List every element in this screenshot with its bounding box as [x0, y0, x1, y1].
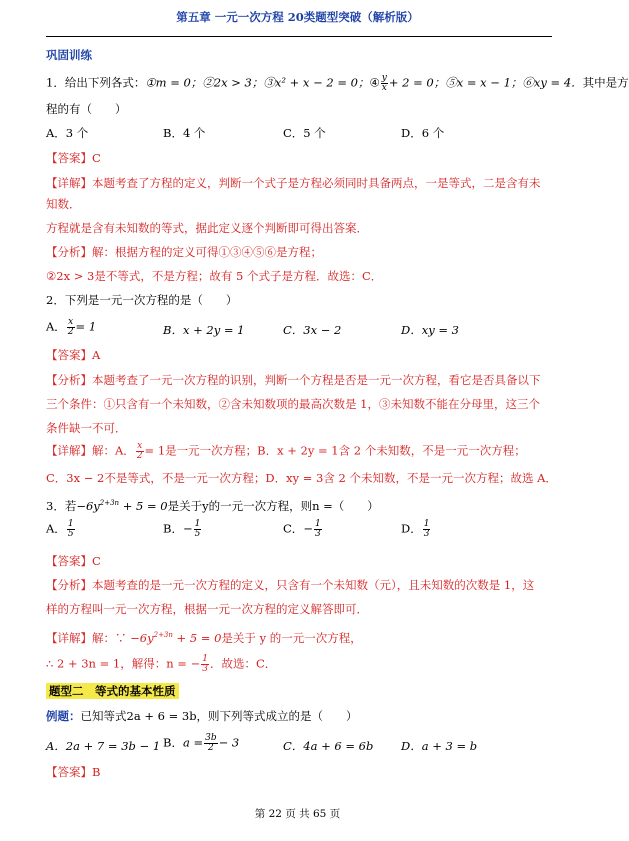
q3-analysis-line1: 【分析】本题考查的是一元一次方程的定义，只含有一个未知数（元），且未知数的次数是 1，这: [46, 578, 535, 592]
q1-stem-line2: 程的有（ ）: [46, 102, 127, 116]
q3-option-c-label: C．: [283, 521, 304, 536]
q3-answer: 【答案】C: [46, 554, 101, 568]
q3-detail-fraction: $\frac{1}{3}$: [202, 654, 208, 674]
q2-option-a-fraction: $\frac{x}{2}$: [67, 317, 74, 337]
q3-option-d-label: D．: [401, 521, 422, 536]
example-stem: [46, 708, 358, 724]
example-option-b-rhs: − 3: [218, 735, 240, 750]
q1-option-c: C．5 个: [283, 126, 326, 140]
q3-option-b-label: B．: [163, 521, 183, 536]
q3-option-d-num: 1: [423, 519, 430, 529]
example-label: 例题：: [46, 709, 81, 723]
q2-detail-line1: [46, 442, 526, 461]
example-text: 已知等式2a + 6 = 3b，则下列等式成立的是（ ）: [80, 709, 358, 723]
q1-expr-3: ③x² + x − 2 = 0；: [263, 75, 370, 90]
example-option-b: [163, 734, 239, 753]
q3-option-b: [163, 520, 202, 539]
q3-option-a-num: 1: [67, 519, 74, 529]
q2-analysis-line2: 三个条件：①只含有一个未知数，②含未知数项的最高次数是 1，③未知数不能在分母里，这三个: [46, 397, 540, 411]
q1-expr-6: ⑥xy = 4．: [522, 75, 583, 90]
page-header: 第五章 一元一次方程 20类题型突破（解析版）: [176, 10, 419, 24]
q3-option-a-fraction: [67, 520, 75, 539]
example-option-b-fraction: $\frac{3b}{2}$: [205, 733, 217, 753]
q2-option-d: D．xy = 3: [401, 323, 459, 337]
page-footer: 第 22 页 共 65 页: [254, 808, 341, 820]
example-option-a: A．2a + 7 = 3b − 1: [46, 739, 161, 753]
section-consolidate: 巩固训练: [46, 48, 92, 62]
q3-option-a-label: A．: [46, 521, 66, 536]
q1-option-b: B．4 个: [163, 126, 206, 140]
example-option-d: D．a + 3 = b: [401, 739, 478, 753]
q1-detail-line2: 知数．: [46, 197, 81, 211]
q3-stem-prefix: 3．若: [46, 498, 77, 513]
q3-analysis-line2: 样的方程叫一元一次方程，根据一元一次方程的定义解答即可．: [46, 602, 368, 616]
q2-option-c: C．3x − 2: [283, 323, 342, 337]
q1-analysis-line2: ②2x > 3是不等式，不是方程；故有 5 个式子是方程．故选：C．: [46, 269, 383, 283]
example-answer: 【答案】B: [46, 765, 101, 779]
header-rule: [46, 36, 552, 37]
q2-detail-rest: = 1是一元一次方程；B．x + 2y = 1含 2 个未知数，不是一元一次方程；: [144, 443, 526, 458]
q3-option-d-fraction: [423, 520, 431, 539]
q1-option-a: A．3 个: [46, 126, 89, 140]
q2-option-a-eq: = 1: [75, 319, 97, 334]
example-option-c: C．4a + 6 = 6b: [283, 739, 374, 753]
q2-option-a: [46, 318, 96, 337]
q3-option-a-den: 5: [67, 529, 74, 539]
section-2-title: 题型二 等式的基本性质: [46, 683, 179, 699]
q3-option-a: [46, 520, 76, 539]
q1-analysis-line1: 【分析】解：根据方程的定义可得①③④⑤⑥是方程；: [46, 245, 322, 259]
q1-expr-4-label: ④: [369, 75, 380, 90]
q2-stem: 2．下列是一元一次方程的是（ ）: [46, 293, 238, 307]
q3-option-b-num: 1: [194, 519, 201, 529]
q2-detail-prefix: 【详解】解：A．: [46, 443, 135, 458]
q3-option-c-den: 3: [314, 529, 321, 539]
q2-answer: 【答案】A: [46, 348, 101, 362]
q1-stem-tail: 其中是方: [582, 75, 629, 90]
q3-option-b-den: 5: [194, 529, 201, 539]
q3-detail-line1-text: 【详解】解：∵: [46, 630, 131, 645]
q3-stem-expression: $-6y^{2+3n} + 5 = 0$: [76, 498, 168, 513]
q3-option-c: [283, 520, 323, 539]
q1-detail-line3: 方程就是含有未知数的等式，据此定义逐个判断即可得出答案．: [46, 221, 368, 235]
q3-option-b-sign: −: [182, 521, 193, 536]
q1-stem-intro: 1．给出下列各式：: [46, 75, 146, 90]
example-option-b-lhs: a =: [182, 735, 204, 750]
q3-option-c-fraction: [314, 520, 322, 539]
q1-stem: [46, 74, 629, 93]
q1-answer: 【答案】C: [46, 151, 101, 165]
q1-detail-line1: 【详解】本题考查了方程的定义，判断一个式子是方程必须同时具备两点，一是等式，二是含有未: [46, 176, 541, 190]
q3-detail-expression: $-6y^{2+3n} + 5 = 0$: [130, 630, 222, 645]
q2-analysis-line1: 【分析】本题考查了一元一次方程的识别，判断一个方程是否是一元一次方程，看它是否具备以下: [46, 373, 541, 387]
q3-detail-line1: [46, 627, 362, 646]
q3-detail-solution: ∴ 2 + 3n = 1，解得：n = −: [46, 656, 201, 671]
q3-stem: [46, 495, 379, 514]
q3-option-c-sign: −: [303, 521, 313, 536]
example-option-b-label: B．: [163, 735, 183, 750]
q3-option-c-num: 1: [314, 519, 321, 529]
q2-detail-fraction: $\frac{x}{2}$: [136, 441, 143, 461]
q3-option-b-fraction: [194, 520, 202, 539]
q3-detail-line2: [46, 655, 276, 674]
q3-detail-conclusion: ．故选：C．: [209, 656, 277, 671]
q2-analysis-line3: 条件缺一不可．: [46, 421, 127, 435]
q3-detail-line1-tail: 是关于 y 的一元一次方程，: [221, 630, 362, 645]
q1-expr-2: ②2x > 3；: [202, 75, 264, 90]
q3-option-d-den: 3: [423, 529, 430, 539]
q2-option-b: B．x + 2y = 1: [163, 323, 245, 337]
q3-option-d: [401, 520, 431, 539]
q1-expr-5: ⑤x = x − 1；: [445, 75, 523, 90]
q2-detail-line2: C．3x − 2不是等式，不是一元一次方程；D．xy = 3含 2 个未知数，不是一元一次方程；故选 A．: [46, 471, 557, 485]
q1-expr-4-rest: + 2 = 0；: [388, 75, 446, 90]
q2-option-a-label: A．: [46, 319, 66, 334]
q1-option-d: D．6 个: [401, 126, 445, 140]
q3-stem-suffix: 是关于y的一元一次方程，则n =（ ）: [167, 498, 379, 513]
q1-expr-4-fraction: $\frac{y}{x}$: [381, 73, 387, 93]
q1-expr-1: ①m = 0；: [145, 75, 203, 90]
